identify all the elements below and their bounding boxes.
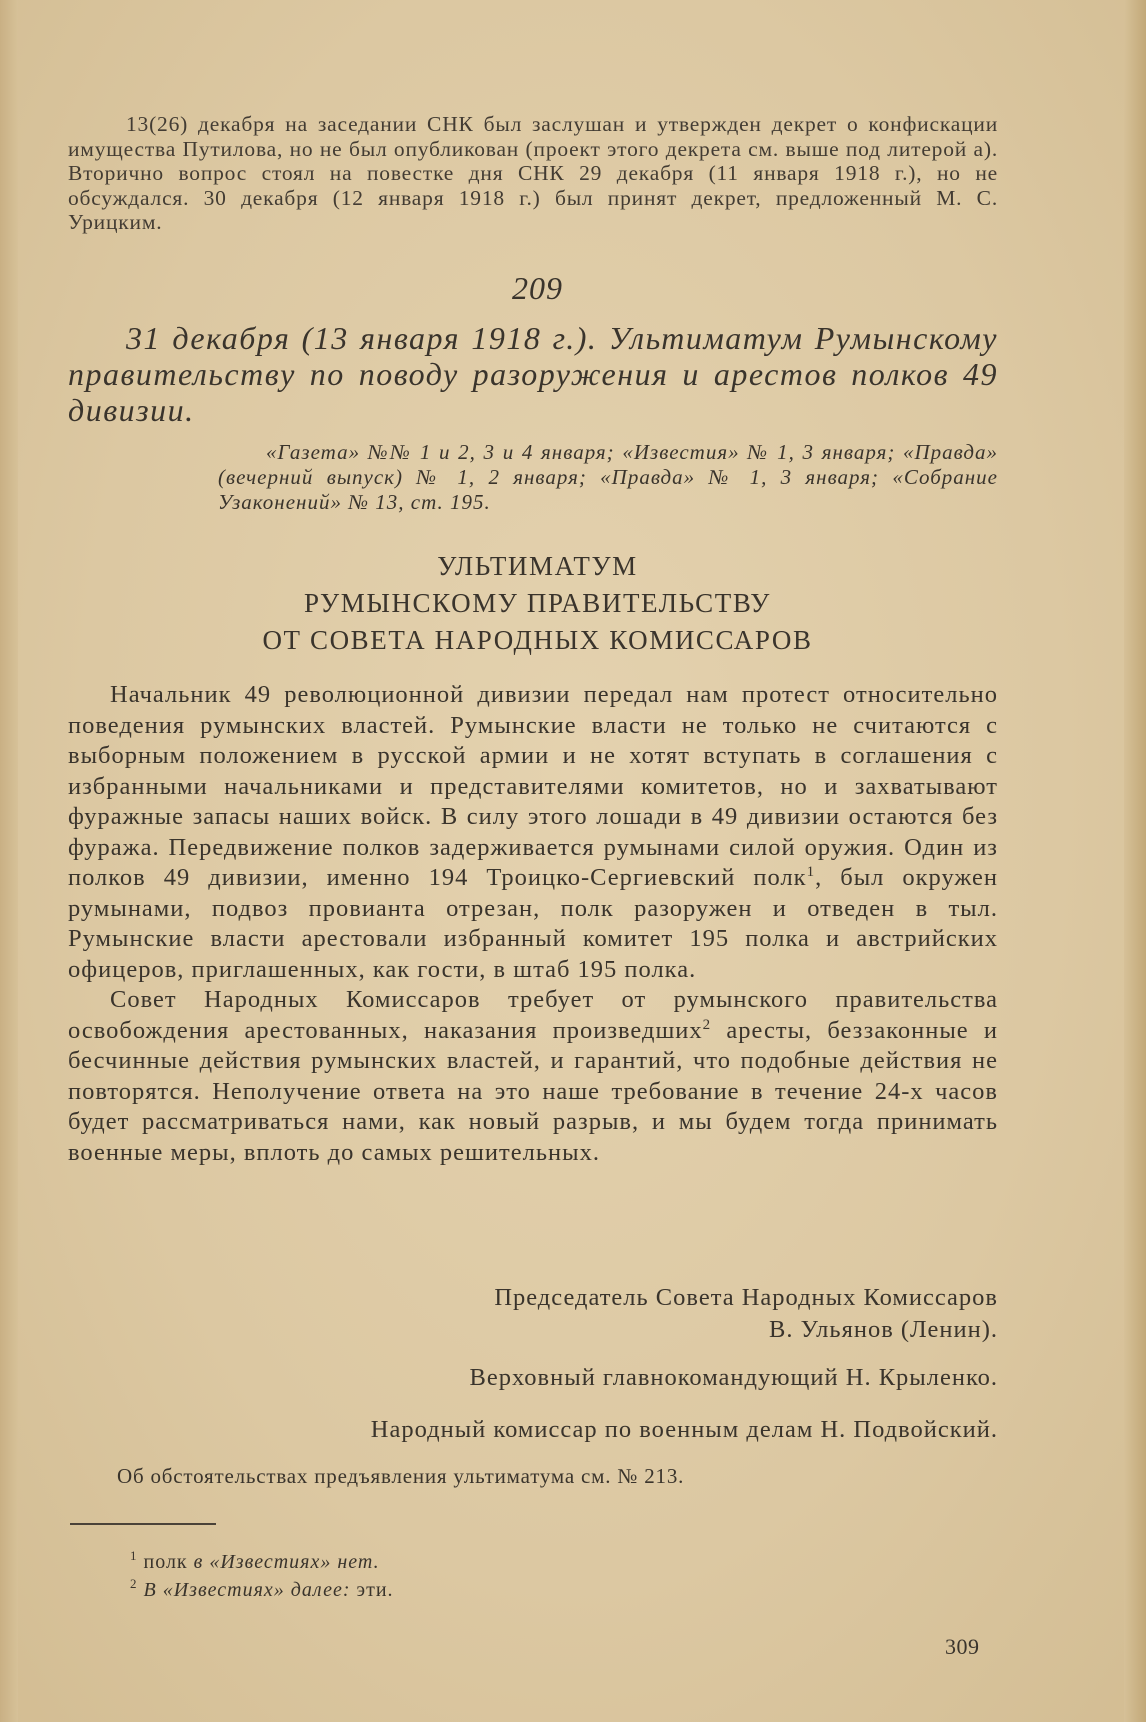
footnote-text: полк — [143, 1551, 194, 1573]
paragraph-text: аресты, беззаконные и бесчинные действия румынских властей, и гарантий, что подобные действия не повторятся. Неполучение ответа на это наше требование в течение 24-х часов будет рассматриваться нами, как новый разрыв, и мы будем тогда принимать военные меры, вплоть до самых решительных. — [68, 1016, 998, 1166]
footnote-italic-text: в «Известиях» нет. — [193, 1551, 380, 1573]
ultimatum-body — [68, 680, 998, 1168]
document-number: 209 — [512, 270, 563, 306]
document-sources: «Газета» №№ 1 и 2, 3 и 4 января; «Известия» № 1, 3 января; «Правда» (вечерний выпуск) № 1, 2 января; «Правда» № 1, 3 января; «Собрание Узаконений» № 13, ст. 195. — [218, 440, 998, 514]
signature-line: Председатель Совета Народных Комиссаров — [494, 1284, 998, 1311]
footnote-reference: 1 — [806, 863, 816, 880]
signatures — [0, 1282, 998, 1446]
page-number: 309 — [945, 1634, 980, 1659]
heading-line: УЛЬТИМАТУМ — [437, 551, 638, 581]
intro-paragraph: 13(26) декабря на заседании СНК был заслушан и утвержден декрет о конфискации имущества Путилова, но не был опубликован (проект этого декрета см. выше под литерой а). Вторично вопрос стоял на повестке дня СНК 29 декабря (11 января 1918 г.), но не обсуждался. 30 декабря (12 января 1918 г.) был принят декрет, предложенный М. С. Урицким. — [68, 112, 998, 234]
footnote-mark: 1 — [130, 1548, 138, 1564]
signature-line: В. Ульянов (Ленин). — [769, 1316, 998, 1343]
paragraph-text: , был окружен румынами, подвоз провианта отрезан, полк разоружен и отведен в тыл. Румынские власти арестовали избранный комитет 195 полка и австрийских офицеров, приглашенных, как гости, в штаб 195 полка. — [68, 864, 998, 983]
paragraph-text: Совет Народных Комиссаров требует от румынского правительства освобождения арестованных, наказания произведших — [68, 986, 998, 1044]
footnotes — [130, 1548, 394, 1604]
heading-line: РУМЫНСКОМУ ПРАВИТЕЛЬСТВУ — [304, 588, 771, 618]
footnote-divider — [70, 1523, 216, 1525]
heading-line: ОТ СОВЕТА НАРОДНЫХ КОМИССАРОВ — [262, 625, 813, 655]
footnote — [130, 1576, 394, 1604]
ultimatum-heading — [0, 548, 1075, 659]
footnote — [130, 1548, 394, 1576]
body-paragraph — [68, 680, 998, 985]
signature-line: Народный комиссар по военным делам Н. Подвойский. — [370, 1416, 998, 1443]
paragraph-text: Начальник 49 революционной дивизии передал нам протест относительно поведения румынских властей. Румынские власти не только не считаются с выборным положением в русской армии и не хотят вступать в соглашения с избранными начальниками и представителями комитетов, но и захватывают фуражные запасы наших войск. В силу этого лошади в 49 дивизии остаются без фуража. Передвижение полков задерживается румынами силой оружия. Один из полков 49 дивизии, именно 194 Троицко-Сергиевский полк — [68, 681, 998, 891]
page-edge-left — [0, 0, 18, 1722]
document-title: 31 декабря (13 января 1918 г.). Ультиматум Румынскому правительству по поводу разоружения и арестов полков 49 дивизии. — [68, 320, 998, 428]
footnote-reference: 2 — [702, 1016, 712, 1033]
footnote-mark: 2 — [130, 1576, 138, 1592]
signature-line: Верховный главнокомандующий Н. Крыленко. — [469, 1364, 998, 1391]
editorial-note: Об обстоятельствах предъявления ультиматума см. № 213. — [117, 1464, 685, 1488]
footnote-italic-text: В «Известиях» далее: — [143, 1579, 351, 1601]
body-paragraph — [68, 985, 998, 1168]
footnote-text: эти. — [350, 1579, 394, 1601]
page-edge-right — [1124, 0, 1146, 1722]
